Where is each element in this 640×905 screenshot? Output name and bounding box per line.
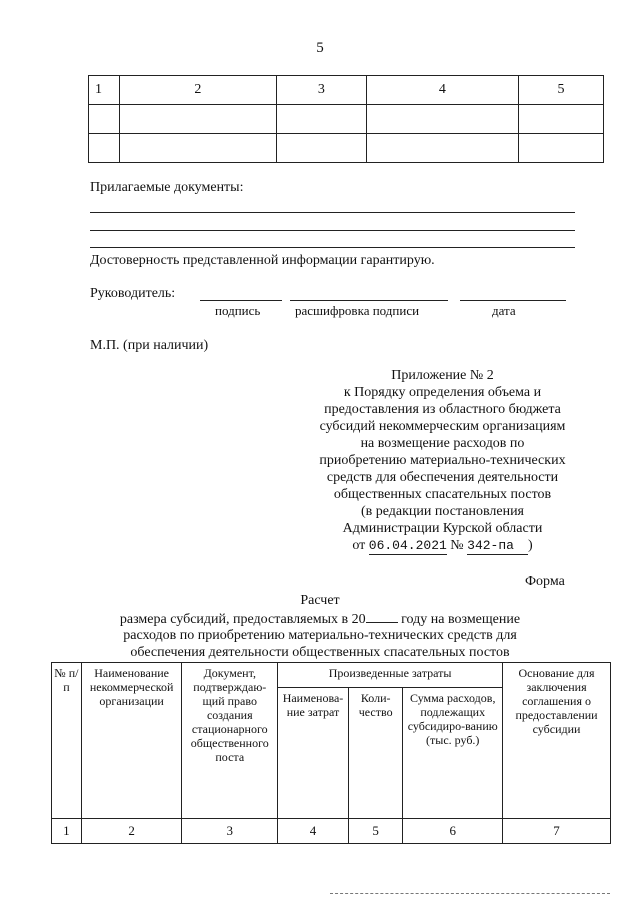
table-cell xyxy=(276,105,366,134)
top-table xyxy=(88,75,604,163)
appendix-line: к Порядку определения объема и xyxy=(343,385,542,400)
table-cell: 1 xyxy=(52,819,82,844)
header-cell: Наименова-ние затрат xyxy=(278,688,349,819)
signature-caption: подпись xyxy=(215,303,261,318)
table-cell xyxy=(518,134,603,163)
header-cell: Основание для заключения соглашения о предоставлении субсидии xyxy=(503,663,611,819)
page-number: 5 xyxy=(316,40,324,56)
appendix-line: средств для обеспечения деятельности xyxy=(326,470,559,485)
blank-line xyxy=(90,230,575,231)
appendix-line: предоставления из областного бюджета xyxy=(324,402,561,417)
calc-subtitle-part: году на возмещение xyxy=(397,612,521,627)
header-cell: Документ, подтверждаю-щий право создания стационарного общественного поста xyxy=(182,663,278,819)
seal-label: М.П. (при наличии) xyxy=(90,338,209,353)
appendix-line: общественных спасательных постов xyxy=(333,487,552,502)
appendix-line: приобретению материально-технических xyxy=(319,453,566,468)
header-cell: Коли-чество xyxy=(348,688,402,819)
number-sign: № xyxy=(450,538,464,553)
calc-subtitle-line: расходов по приобретению материально-технических средств для xyxy=(123,628,517,643)
date-line xyxy=(460,300,566,301)
decoding-line xyxy=(290,300,448,301)
table-cell: 4 xyxy=(366,76,518,105)
calc-subtitle-line xyxy=(0,610,640,628)
header-cell: Сумма расходов, подлежащих субсидиро-ванию (тыс. руб.) xyxy=(403,688,503,819)
table-header-row xyxy=(52,663,611,688)
decree-date: 06.04.2021 xyxy=(368,538,447,553)
appendix-line: Администрации Курской области xyxy=(342,521,543,536)
appendix-heading xyxy=(300,367,585,555)
calc-table xyxy=(51,662,611,844)
table-row xyxy=(89,134,604,163)
calc-title: Расчет xyxy=(300,593,340,608)
header-cell: Произведенные затраты xyxy=(278,663,503,688)
form-label: Форма xyxy=(525,574,565,589)
table-cell xyxy=(119,134,276,163)
table-cell: 2 xyxy=(119,76,276,105)
blank-line xyxy=(90,212,575,213)
table-cell xyxy=(366,105,518,134)
table-cell xyxy=(518,105,603,134)
head-label: Руководитель: xyxy=(90,286,176,301)
table-cell: 6 xyxy=(403,819,503,844)
table-cell: 2 xyxy=(81,819,182,844)
table-cell xyxy=(366,134,518,163)
reliability-statement: Достоверность представленной информации гарантирую. xyxy=(90,253,435,268)
decree-number: 342-па xyxy=(467,537,528,555)
decoding-caption: расшифровка подписи xyxy=(295,303,420,318)
table-cell: 5 xyxy=(348,819,402,844)
calc-subtitle-line: обеспечения деятельности общественных спасательных постов xyxy=(130,645,510,660)
appendix-line: Приложение № 2 xyxy=(391,368,494,383)
appendix-date-line xyxy=(300,537,585,555)
appendix-line: субсидий некоммерческим организациям xyxy=(319,419,566,434)
signature-line xyxy=(200,300,282,301)
table-cell xyxy=(119,105,276,134)
scan-artifact-line xyxy=(330,893,610,894)
table-header-row xyxy=(89,76,604,105)
table-cell: 5 xyxy=(518,76,603,105)
table-cell xyxy=(89,105,120,134)
table-cell xyxy=(276,134,366,163)
from-prefix: от xyxy=(352,538,366,553)
header-cell: № п/п xyxy=(52,663,82,819)
date-caption: дата xyxy=(492,303,516,318)
table-cell: 3 xyxy=(276,76,366,105)
table-row xyxy=(89,105,604,134)
appendix-line: на возмещение расходов по xyxy=(360,436,525,451)
table-row xyxy=(52,819,611,844)
appendix-line: (в редакции постановления xyxy=(360,504,525,519)
blank-line xyxy=(90,247,575,248)
attached-documents-label: Прилагаемые документы: xyxy=(90,180,244,195)
close-paren: ) xyxy=(527,538,533,553)
calc-subtitle-part: размера субсидий, предоставляемых в 20 xyxy=(119,612,366,627)
year-blank xyxy=(366,610,398,623)
header-cell: Наименование некоммерческой организации xyxy=(81,663,182,819)
table-cell: 3 xyxy=(182,819,278,844)
table-cell: 4 xyxy=(278,819,349,844)
table-cell: 1 xyxy=(89,76,120,105)
table-cell: 7 xyxy=(503,819,611,844)
table-cell xyxy=(89,134,120,163)
